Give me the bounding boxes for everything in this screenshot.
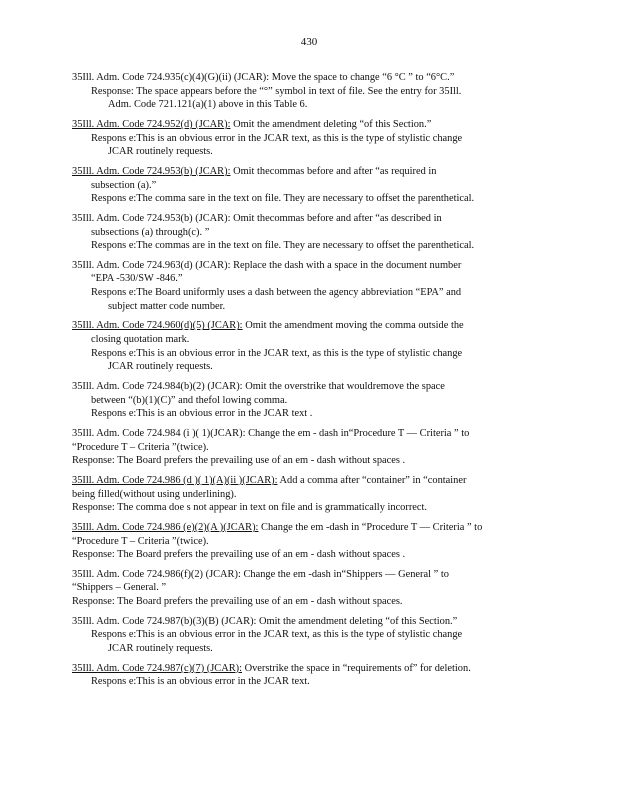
entry-response: Respons e:This is an obvious error in the JCAR text, as this is the type of stylistic change: [91, 629, 463, 641]
entry-first-line: [72, 662, 552, 676]
entry: [72, 212, 552, 253]
entry-response: Response: The comma doe s not appear in text on file and is grammatically incorrect.: [72, 502, 428, 514]
entry-instruction-continuation: “EPA -530/SW -846.”: [91, 273, 183, 285]
entry-response: Response: The Board prefers the prevailing use of an em - dash without spaces .: [72, 549, 406, 561]
entry-first-line: [72, 165, 552, 179]
entry-instruction: Omit the overstrike that wouldremove the space: [245, 381, 445, 392]
entry-citation: 35Ill. Adm. Code 724.986 (e)(2)(A )(JCAR):: [72, 521, 259, 533]
entry-response-continuation: JCAR routinely requests.: [108, 146, 213, 158]
entry-citation: 35Ill. Adm. Code 724.984(b)(2) (JCAR):: [72, 381, 243, 392]
entry-instruction: Omit the amendment deleting “of this Section.”: [259, 615, 458, 627]
entry-citation: 35Ill. Adm. Code 724.963(d) (JCAR):: [72, 259, 231, 271]
entry-first-line: [72, 521, 552, 535]
entry-instruction-continuation: subsections (a) through(c). ”: [91, 226, 210, 238]
entry-response-continuation: JCAR routinely requests.: [108, 361, 213, 373]
entry-citation: 35Ill. Adm. Code 724.986 (d )( 1)(A)(ii )(JCAR):: [72, 474, 278, 486]
entry-instruction: Move the space to change “6 °C ” to “6°C.”: [271, 72, 455, 83]
entry-citation: 35Ill. Adm. Code 724.952(d) (JCAR):: [72, 118, 231, 130]
entry-response: Response: The space appears before the “°” symbol in text of file. See the entry for 35Ill.: [91, 85, 462, 97]
entry-response: Respons e:This is an obvious error in the JCAR text .: [91, 408, 313, 420]
entry-instruction-continuation: “Procedure T – Criteria ”(twice).: [72, 441, 209, 453]
entry: [72, 427, 552, 468]
entry-first-line: [72, 212, 552, 226]
entry-response: Respons e:The Board uniformly uses a dash between the agency abbreviation “EPA” and: [91, 287, 462, 299]
entry-first-line: [72, 71, 552, 85]
entry: [72, 521, 552, 562]
entry-instruction-continuation: closing quotation mark.: [91, 334, 190, 346]
entry-instruction: Omit thecommas before and after “as required in: [233, 165, 437, 177]
entry-citation: 35Ill. Adm. Code 724.953(b) (JCAR):: [72, 212, 231, 224]
entry-instruction-continuation: being filled(without using underlining).: [72, 488, 237, 500]
page-number: 430: [300, 36, 318, 48]
entry-citation: 35Ill. Adm. Code 724.987(b)(3)(B) (JCAR):: [72, 615, 257, 627]
entry-response: Respons e:This is an obvious error in the JCAR text, as this is the type of stylistic change: [91, 132, 463, 144]
entry-instruction-continuation: “Procedure T – Criteria ”(twice).: [72, 535, 209, 547]
entry-instruction: Add a comma after “container” in “container: [279, 474, 467, 486]
entry-response: Respons e:The comma sare in the text on file. They are necessary to offset the parenthetical.: [91, 193, 475, 205]
entry: [72, 165, 552, 206]
entry: [72, 71, 552, 112]
entry-citation: 35Ill. Adm. Code 724.986(f)(2) (JCAR):: [72, 568, 241, 580]
entry-response: Response: The Board prefers the prevailing use of an em - dash without spaces.: [72, 596, 403, 608]
entry: [72, 662, 552, 689]
entry: [72, 474, 552, 515]
entry-citation: 35Ill. Adm. Code 724.935(c)(4)(G)(ii) (JCAR):: [72, 72, 270, 83]
entry-instruction: Omit the amendment deleting “of this Section.”: [233, 118, 432, 130]
entry-instruction: Omit the amendment moving the comma outside the: [245, 320, 464, 332]
entry: [72, 259, 552, 313]
entry-first-line: [72, 568, 552, 582]
entry-response-continuation: JCAR routinely requests.: [108, 643, 213, 655]
entry-response: Respons e:This is an obvious error in the JCAR text, as this is the type of stylistic change: [91, 347, 463, 359]
entries-list: [72, 71, 552, 695]
entry-response: Response: The Board prefers the prevailing use of an em - dash without spaces .: [72, 455, 406, 467]
entry-response: Respons e:This is an obvious error in the JCAR text.: [91, 676, 310, 688]
entry-instruction-continuation: “Shippers – General. ”: [72, 582, 167, 594]
entry-response-continuation: Adm. Code 721.121(a)(1) above in this Table 6.: [108, 99, 308, 111]
entry-instruction: Change the em -dash in “Procedure T — Criteria ” to: [261, 521, 483, 533]
entry-response: Respons e:The commas are in the text on file. They are necessary to offset the parenthetical.: [91, 240, 475, 252]
entry-first-line: [72, 427, 552, 441]
entry-first-line: [72, 118, 552, 132]
entry-instruction: Change the em -dash in“Shippers — General ” to: [243, 568, 449, 580]
entry-response-continuation: subject matter code number.: [108, 300, 226, 312]
entry: [72, 568, 552, 609]
entry-instruction: Overstrike the space in “requirements of” for deletion.: [244, 662, 471, 674]
entry-first-line: [72, 319, 552, 333]
entry: [72, 118, 552, 159]
entry-citation: 35Ill. Adm. Code 724.987(c)(7) (JCAR):: [72, 662, 242, 674]
entry-instruction: Omit thecommas before and after “as described in: [233, 212, 442, 224]
entry-first-line: [72, 380, 552, 394]
entry: [72, 319, 552, 373]
entry: [72, 380, 552, 421]
entry-citation: 35Ill. Adm. Code 724.960(d)(5) (JCAR):: [72, 320, 243, 332]
entry-first-line: [72, 474, 552, 488]
entry: [72, 615, 552, 656]
entry-first-line: [72, 615, 552, 629]
entry-instruction: Replace the dash with a space in the document number: [233, 259, 462, 271]
entry-instruction-continuation: subsection (a).”: [91, 179, 157, 191]
entry-citation: 35Ill. Adm. Code 724.953(b) (JCAR):: [72, 165, 231, 177]
entry-instruction-continuation: between “(b)(1)(C)” and thefol lowing comma.: [91, 394, 288, 406]
entry-first-line: [72, 259, 552, 273]
entry-instruction: Change the em - dash in“Procedure T — Criteria ” to: [248, 427, 470, 439]
entry-citation: 35Ill. Adm. Code 724.984 (i )( 1)(JCAR):: [72, 427, 246, 439]
